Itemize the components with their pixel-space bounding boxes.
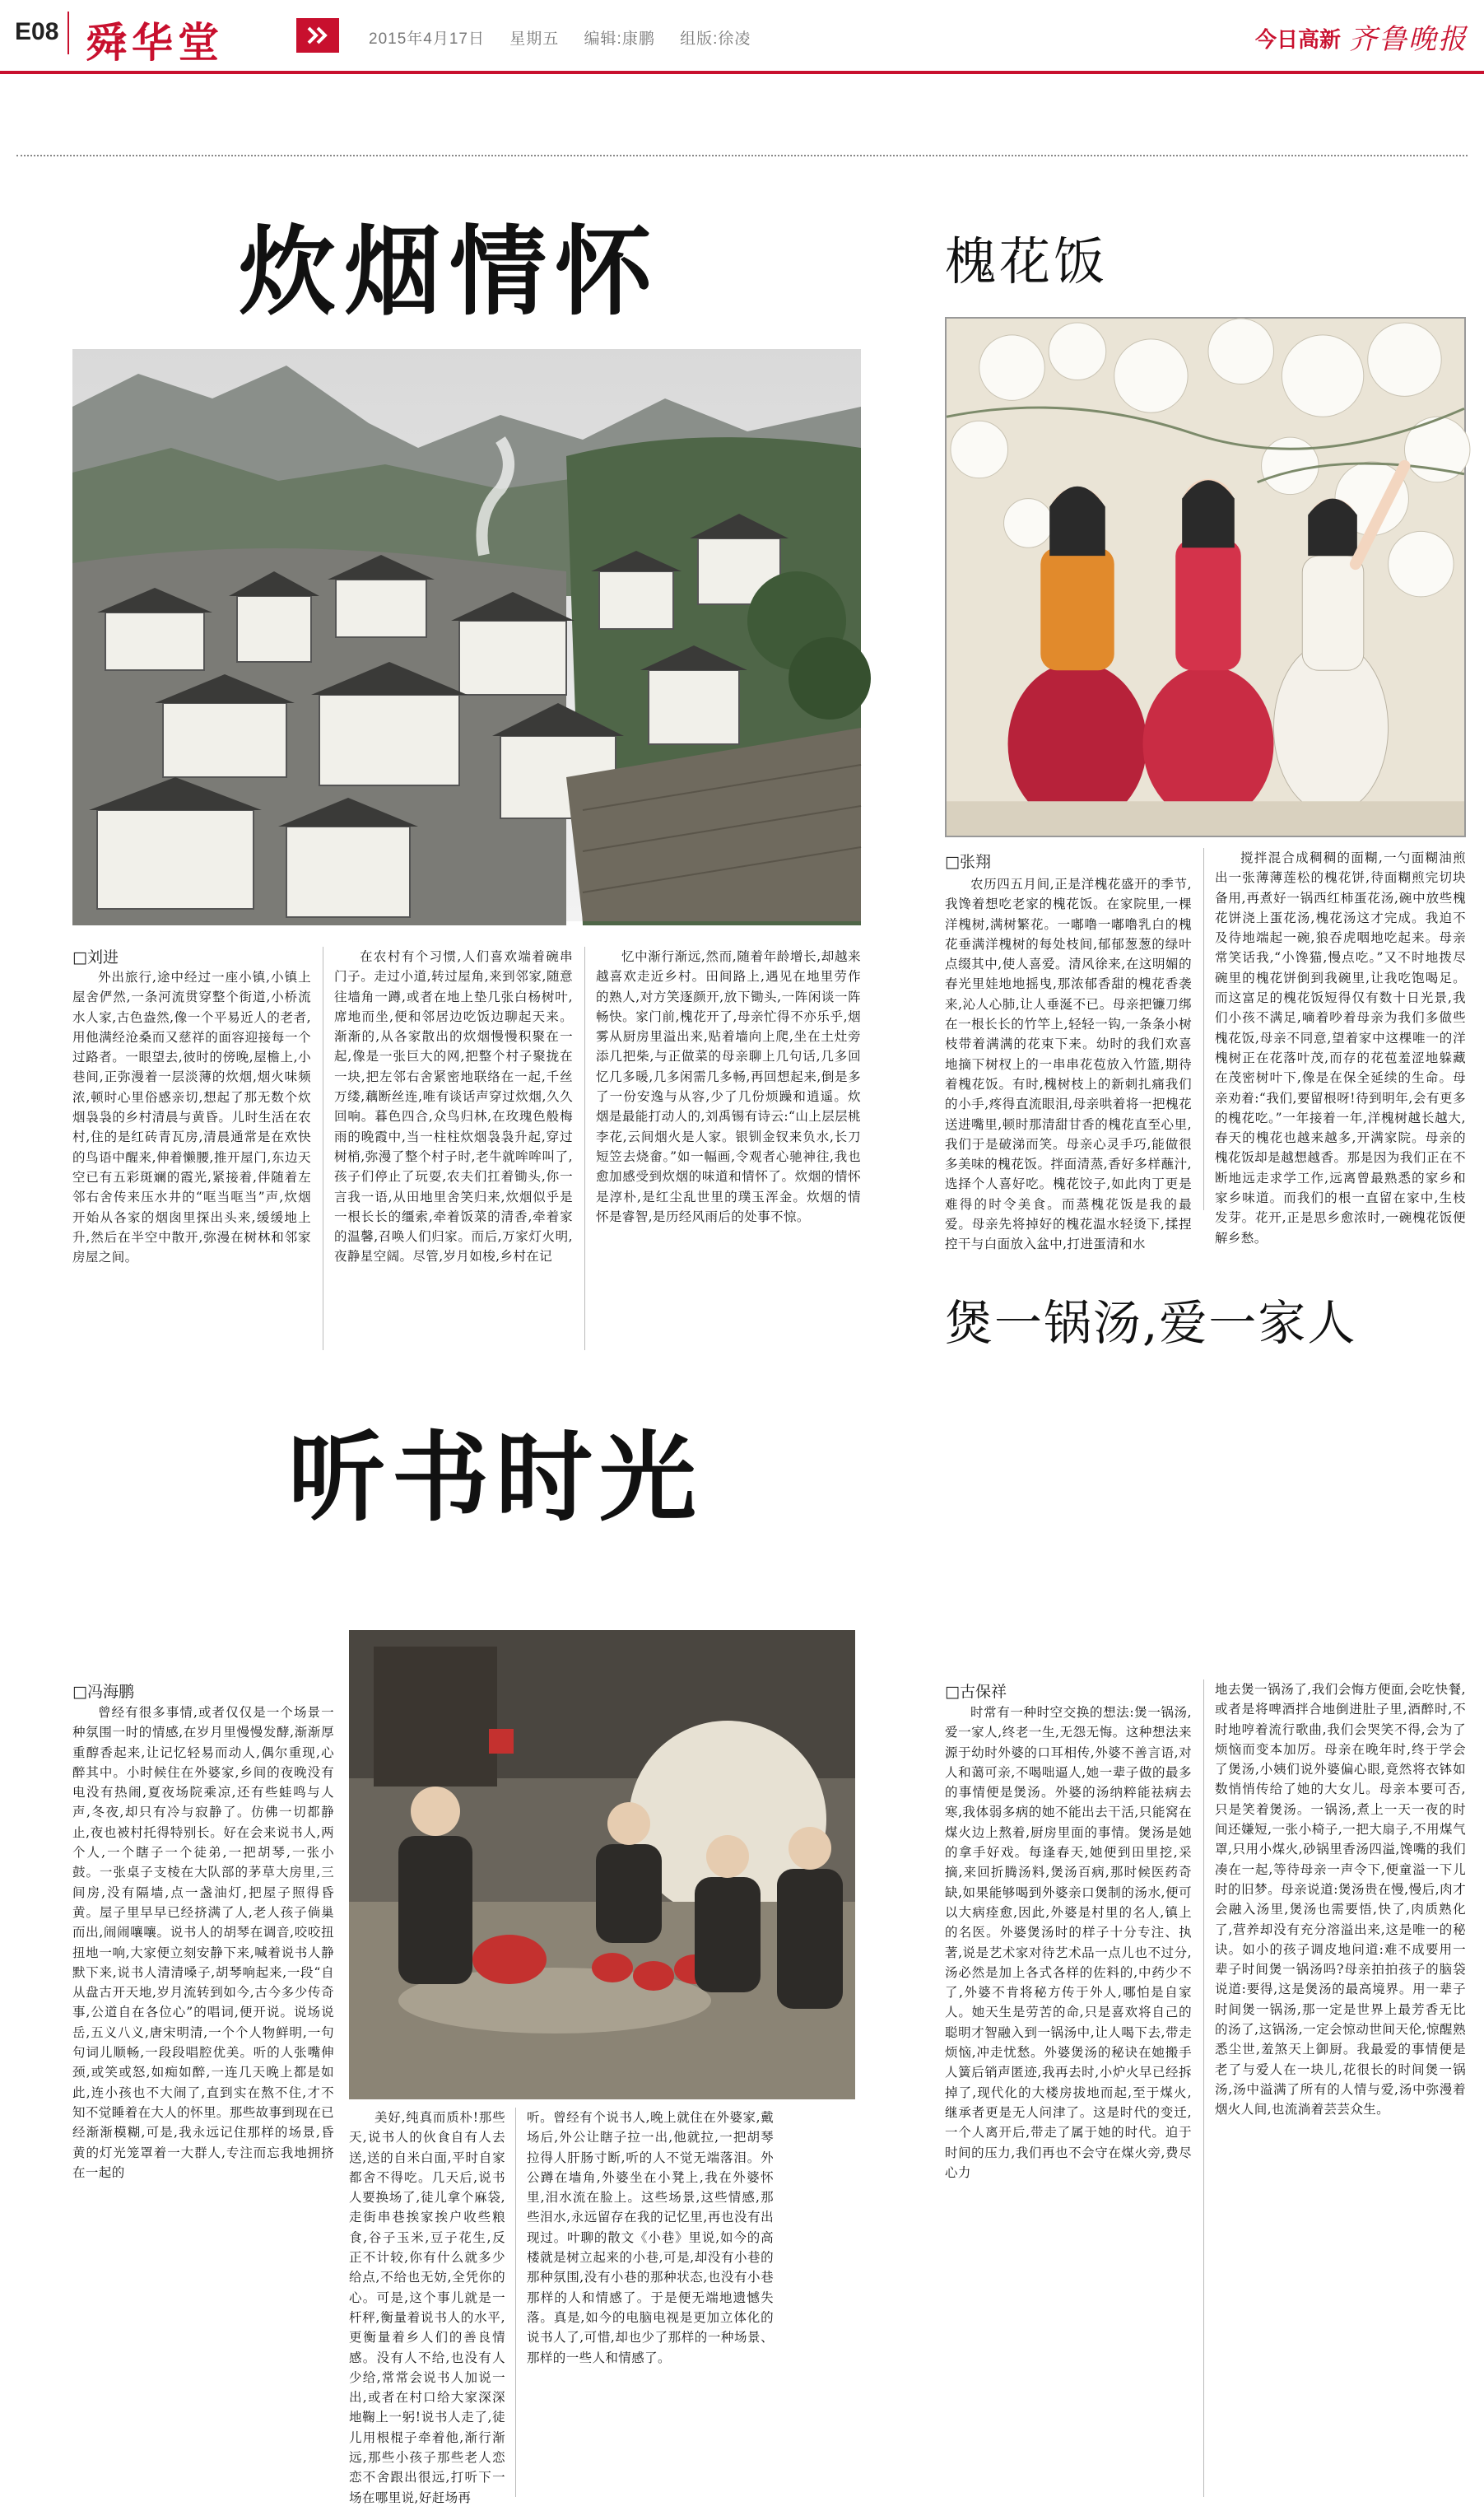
article1-text-3: 忆中渐行渐远,然而,随着年龄增长,却越来越喜欢走近乡村。田间路上,遇见在地里劳作的熟人,对方笑逐颜开,放下锄头,一阵闲谈一阵畅快。家门前,槐花开了,母亲忙得不亦乐乎,烟雾从厨房里溢出来,贴着墙向上爬,坐在土灶旁添几把柴,与正做菜的母亲聊上几句话,几多回忆几多暖,几多闲需几多畅,再回想起来,倒是多了一份安逸与从容,少了几份烦躁和逍遥。炊烟是最能打动人的,刘禹锡有诗云:“山上层层桃李花,云间烟火是人家。银钏金钗来负水,长刀短笠去烧畲。”如一幅画,令观者心驰神往,我也愈加感受到炊烟的味道和情怀了。炊烟的情怀是淳朴,是红尘乱世里的璞玉浑金。炊烟的情怀是睿智,是历经风雨后的处事不惊。: [596, 949, 861, 1224]
article3-text-2: 美好,纯真而质朴!那些天,说书人的伙食自有人去送,送的自米白面,平时自家都舍不得吃。几天后,说书人要换场了,徒儿拿个麻袋,走街串巷挨家挨户收些粮食,谷子玉米,豆子花生,反正不计较,你有什么就多少给点,不给也无妨,全凭你的心。可是,这个事儿就是一杆秤,衡量着说书人的水平,更衡量着乡人们的善良情感。没有人不给,也没有人少给,常常会说书人加说一出,或者在村口给大家深深地鞠上一躬!说书人走了,徒儿用根棍子牵着他,渐行渐远,那些小孩子那些老人恋恋不舍跟出很远,打听下一场在哪里说,好赶场再: [349, 2110, 505, 2505]
article3-text-3: 听。曾经有个说书人,晚上就住在外婆家,戴场后,外公让瞎子拉一出,他就拉,一把胡琴拉得人肝肠寸断,听的人不觉无端落泪。外公蹲在墙角,外婆坐在小凳上,我在外婆怀里,泪水流在脸上。这些场景,这些情感,那些泪水,永远留存在我的记忆里,再也没有出现过。叶聊的散文《小巷》里说,如今的高楼就是树立起来的小巷,可是,却没有小巷的那种氛围,没有小巷的那种状态,也没有小巷那样的人和情感了。于是便无端地遗憾失落。真是,如今的电脑电视是更加立体化的说书人了,可惜,却也少了那样的一种场景、那样的一些人和情感了。: [527, 2110, 774, 2365]
article3-text-1: 曾经有很多事情,或者仅仅是一个场景一种氛围一时的情感,在岁月里慢慢发酵,渐渐厚重醇香起来,让记忆轻易而动人,偶尔重现,心醉其中。小时候住在外婆家,乡间的夜晚没有电没有热闹,夏夜场院乘凉,还有些蛙鸣与人声,冬夜,却只有冷与寂静了。仿佛一切都静止,夜也被村托得特别长。好在会来说书人,两个人,一个瞎子一个徒弟,一把胡琴,一张小鼓。一张桌子支棱在大队部的茅草大房里,三间房,没有隔墙,点一盏油灯,把屋子照得昏黄。屋子里早早已经挤满了人,老人孩子倘巢而出,闹闹嚷嚷。说书人的胡琴在调音,咬咬扭扭地一响,大家便立刻安静下来,喊着说书人静默下来,说书人清清嗓子,胡琴响起来,一段“自从盘古开天地,岁月流转到如今,古今多少传奇事,公道自在各位心”的唱词,便开说。说场说岳,五义八义,唐宋明清,一个个人物鲜明,一句句词儿顺畅,一段段唱腔优美。听的人张嘴伸颈,或笑或怒,如痴如醉,一连几天晚上都是如此,连小孩也不大闹了,直到实在熬不住,才不知不觉睡着在大人的怀里。那些故事到现在已经渐渐模糊,可是,我永远记住那样的场景,昏黄的灯光笼罩着一大群人,专注而忘我地拥挤在一起的: [72, 1705, 335, 2180]
byline-fenghaipeng: □冯海鹏: [72, 1683, 134, 1701]
section-name: 舜华堂: [86, 19, 224, 67]
column-divider: [1203, 848, 1204, 1210]
village-photo: [72, 349, 861, 921]
article1-text-2: 在农村有个习惯,人们喜欢端着碗串门子。走过小道,转过屋角,来到邻家,随意往墙角一蹲,或者在地上垫几张白杨树叶,席地而坐,便和邻居边吃饭边聊起天来。渐渐的,从各家散出的炊烟慢慢积聚在一起,像是一张巨大的网,把整个村子聚拢在一块,把左邻右舍紧密地联络在一起,千丝万缕,藕断丝连,唯有谈话声穿过炊烟,久久回响。暮色四合,众鸟归林,在玫瑰色般梅雨的晚霞中,当一柱柱炊烟袅袅升起,穿过树梢,弥漫了整个村子时,老牛就哞哞叫了,孩子们停止了玩耍,农夫们扛着锄头,你一言我一语,从田地里舍笑归来,炊烟似乎是一根长长的缰索,牵着饭菜的清香,牵着家的温馨,召唤人们归家。而后,万家灯火明,夜静星空阔。尽管,岁月如梭,乡村在记: [334, 949, 573, 1265]
article4-text-1: 时常有一种时空交换的想法:煲一锅汤,爱一家人,终老一生,无怨无悔。这种想法来源于幼时外婆的口耳相传,外婆不善言语,对人和蔼可亲,不喝咄逼人,她一辈子做的最多的事情便是煲汤。外婆的汤纳粹能祛病去寒,我体弱多病的她不能出去干活,只能窝在煤火边上熬着,厨房里面的事情。煲汤是她的拿手好戏。每逢春天,她便到田里挖,采摘,来回折腾汤料,煲汤百病,那时候医药奇缺,如果能够喝到外婆亲口煲制的汤水,便可以大病痊愈,因此,外婆是村里的名人,镇上的名医。外婆煲汤时的样子十分专注、执著,说是艺术家对待艺术品一点儿也不过分,汤必然是加上各式各样的佐料的,中药少不了,外婆不肯将秘方传于外人,哪怕是自家人。她天生是劳苦的命,只是喜欢将自己的聪明才智融入到一锅汤中,让人喝下去,带走烦恼,冲走忧愁。外婆煲汤的秘诀在她搬手人簧后销声匿迹,我再去时,小炉火早已经拆掉了,现代化的大楼房拔地而起,至于煤火,继承者更是无人问津了。这是时代的变迁,一个人离开后,带走了属于她的时代。迫于时间的压力,我们再也不会守在煤火旁,费尽心力: [945, 1705, 1192, 2180]
column-divider: [1203, 1679, 1204, 2497]
column-divider: [515, 2108, 516, 2497]
article2-column-2: [1215, 848, 1466, 1246]
article3-column-1: [72, 1703, 334, 2497]
article-title-huaihua: 槐花饭: [945, 231, 1109, 291]
article1-column-3: [596, 947, 861, 1350]
column-divider: [584, 947, 585, 1350]
article-title-chuiyan: 炊烟情怀: [239, 214, 661, 328]
issue-weekday: 星期五: [509, 30, 560, 48]
article4-text-2: 地去煲一锅汤了,我们会悔方便面,会吃快餐,或者是将啤酒拌合地倒进肚子里,酒醉时,不时地哼着流行歌曲,我们会哭笑不得,会为了烦恼而变本加厉。母亲在晚年时,终于学会了煲汤,小姨们说外婆偏心眼,竟然将衣钵如数悄悄传给了她的大女儿。母亲本要可否,只是笑着煲汤。一锅汤,煮上一天一夜的时间还嫌短,一张小椅子,一把大扇子,不用煤气罩,只用小煤火,砂锅里香汤四溢,馋嘴的我们凑在一起,等待母亲一声令下,便童溢一下儿时的旧梦。母亲说道:煲汤贵在慢,慢后,肉才会融入汤里,煲汤也需要悟,快了,肉质熟化了,营养却没有充分溶溢出来,这是唯一的秘诀。如小的孩子调皮地问道:难不成要用一辈子时间煲一锅汤吗?母亲拍拍孩子的脑袋说道:要得,这是煲汤的最高境界。用一辈子时间煲一锅汤,那一定是世界上最芳香无比的汤了,这锅汤,一定会惊动世间天伦,惊醒熟悉尘世,羞煞天上御厨。我最爱的事情便是老了与爱人在一块儿,花很长的时间煲一锅汤,汤中溢满了所有的人情与爱,汤中弥漫着烟火人间,也流淌着芸芸众生。: [1215, 1682, 1466, 2117]
double-chevron-right-icon: [296, 18, 339, 53]
masthead: [0, 0, 1484, 99]
dotted-divider: [16, 155, 1468, 156]
storyteller-photo: [349, 1630, 855, 2099]
masthead-rule: [0, 71, 1484, 74]
article1-text-1: 外出旅行,途中经过一座小镇,小镇上屋舍俨然,一条河流贯穿整个街道,小桥流水人家,古色盎然,像一个平易近人的老者,用他满经沧桑而又慈祥的面容迎接每一个过路者。一眼望去,彼时的傍晚,屋檐上,小巷间,正弥漫着一层淡薄的炊烟,烟火味频浓,顿时心里俗感亲切,想起了那无数个炊烟袅袅的乡村清晨与黄昏。儿时生活在农村,住的是红砖青瓦房,清晨通常是在欢快的鸟语中醒来,伸着懒腰,推开屋门,东边天空已有五彩斑斓的霞光,紧接着,伴随着左邻右舍传来压水井的“哐当哐当”声,炊烟开始从各家的烟囱里探出头来,缓缓地上升,然后在半空中散开,弥漫在树林和邻家房屋之间。: [72, 970, 311, 1265]
article2-column-1: [945, 874, 1192, 1252]
article3-column-2: [349, 2108, 505, 2505]
page-number: E08: [15, 18, 59, 45]
byline-zhangxiang: □张翔: [945, 853, 991, 871]
article1-column-1: [72, 967, 311, 1346]
article4-column-1: [945, 1703, 1192, 2497]
byline-liujin: □刘进: [72, 948, 119, 967]
article2-text-1: 农历四五月间,正是洋槐花盛开的季节,我馋着想吃老家的槐花饭。在家院里,一棵洋槐树,满树繁花。一嘟噜一嘟噜乳白的槐花垂满洋槐树的每处枝间,郁郁葱葱的绿叶点缀其中,使人喜爱。清风徐来,在这明媚的春光里娃地地摇曳,那浓郁香甜的槐花香袭来,沁人心肺,让人垂涎不已。母亲把镰刀绑在一根长长的竹竿上,轻轻一钩,一条条小树枝带着满满的花束下来。幼时的我们欢喜地摘下树杈上的一串串花苞放入竹篮,期待着槐花饭。有时,槐树枝上的新刺扎痛我们的小手,疼得直流眼泪,母亲哄着将一把槐花送进嘴里,顿时那清甜甘香的槐花直至心里,我们于是破涕而笑。母亲心灵手巧,能做很多美味的槐花饭。拌面清蒸,香好多样蘸汁,选择个人喜好吃。槐花饺子,如此肉丁更是难得的时令美食。而蒸槐花饭是我的最爱。母亲先将掉好的槐花温水轻烫下,揉捏控干与白面放入盆中,打进蛋清和水: [945, 877, 1192, 1252]
editor-credit: 编辑:康鹏: [584, 30, 655, 48]
section-tag: 今日高新: [1254, 28, 1341, 53]
article-title-baotang: 煲一锅汤,爱一家人: [945, 1295, 1357, 1351]
byline-gubaoxiang: □古保祥: [945, 1683, 1007, 1701]
issue-info: [369, 26, 770, 49]
article2-text-2: 搅拌混合成稠稠的面糊,一勺面糊油煎出一张薄薄莲松的槐花饼,待面糊煎完切块备用,再煮好一锅西红柿蛋花汤,碗中放些槐花饼浇上蛋花汤,槐花汤这才完成。我迫不及待地端起一碗,狼吞虎咽地吃起来。母亲常笑话我,“小馋猫,慢点吃。”又不时地拨尽碗里的槐花饼倒到我碗里,让我吃饱喝足。而这富足的槐花饭短得仅有数十日光景,我们小孩不满足,嘀着吵着母亲为我们多做些槐花饭,母亲不同意,望着家中这棵唯一的洋槐树正在花落叶茂,而存的花苞羞涩地躲藏在茂密树叶下,像是在保全延续的生命。母亲劝着:“我们,要留根呀!待到明年,会有更多的槐花吃。”一年接着一年,洋槐树越长越大,春天的槐花也越来越多,开满家院。母亲的槐花饭却是越想越香。那是因为我们正在不断地远走求学工作,远离曾最熟悉的家乡和家乡味道。而我们的根一直留在家中,生枝发芽。花开,正是思乡愈浓时,一碗槐花饭便解乡愁。: [1215, 850, 1466, 1246]
article3-column-3: [527, 2108, 774, 2497]
article-title-tingshu: 听书时光: [288, 1420, 704, 1535]
issue-date: 2015年4月17日: [369, 30, 485, 48]
layout-credit: 组版:徐凌: [680, 30, 751, 48]
article4-column-2: [1215, 1679, 1466, 2497]
girls-painting: [945, 317, 1466, 837]
masthead-divider: [67, 12, 69, 54]
newspaper-logo: 齐鲁晚报: [1349, 23, 1468, 56]
article1-column-2: [334, 947, 573, 1350]
